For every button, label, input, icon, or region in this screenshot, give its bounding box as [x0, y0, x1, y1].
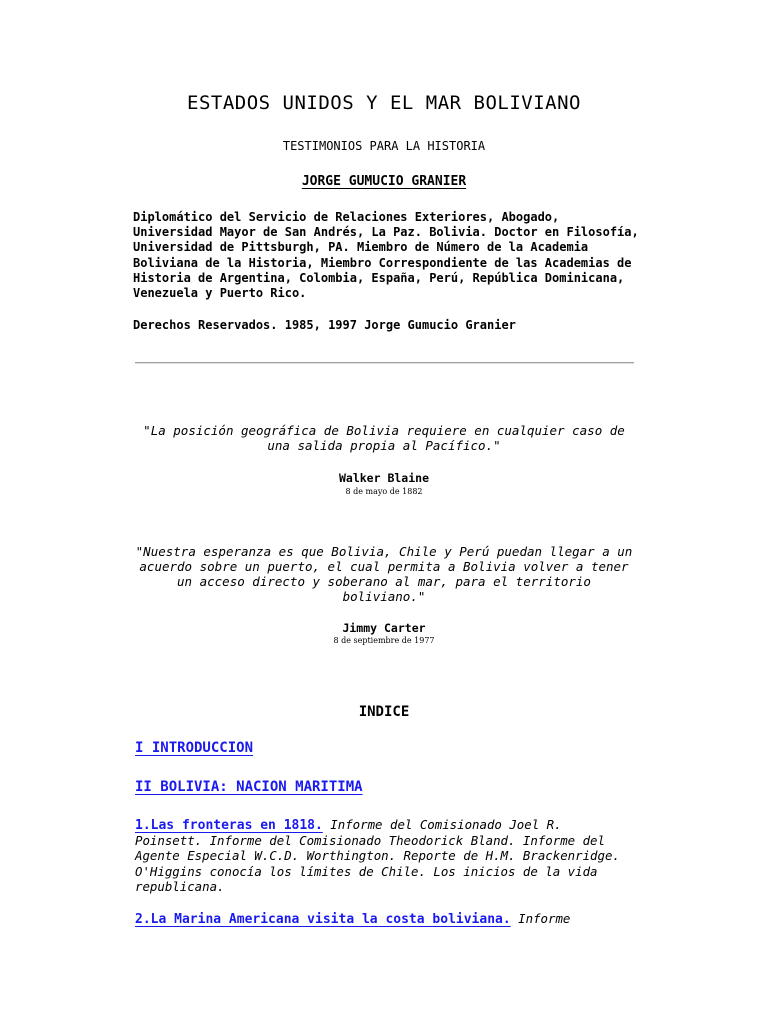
entry-link-marina[interactable]: 2.La Marina Americana visita la costa boliviana.	[135, 912, 511, 927]
quote-author-carter: Jimmy Carter	[342, 621, 426, 635]
author-name	[0, 174, 768, 189]
entry-desc-marina: Informe	[510, 911, 571, 926]
quote-date-blaine: 8 de mayo de 1882	[345, 487, 423, 496]
section-link-nacion-maritima[interactable]: II BOLIVIA: NACION MARITIMA	[135, 779, 363, 795]
quote-carter: "Nuestra esperanza es que Bolivia, Chile y Perú puedan llegar a un acuerdo sobre un puerto, el cual permita a Bolivia volver a tener un acceso directo y soberano al mar, para el territorio boliviano."	[135, 544, 633, 604]
index-entry-fronteras	[135, 817, 635, 894]
author-bio: Diplomático del Servicio de Relaciones Exteriores, Abogado, Universidad Mayor de San Andrés, La Paz. Bolivia. Doctor en Filosofía, Universidad de Pittsburgh, PA. Miembro de Número de la Academia Boliviana de la Historia, Miembro Correspondiente de las Academias de Historia de Argentina, Colombia, España, Perú, República Dominicana, Venezuela y Puerto Rico.	[133, 210, 639, 301]
quote-author-blaine: Walker Blaine	[338, 471, 429, 485]
quote-blaine: "La posición geográfica de Bolivia requiere en cualquier caso de una salida propia al Pacífico."	[143, 423, 625, 453]
index-heading: INDICE	[358, 704, 410, 720]
copyright-notice: Derechos Reservados. 1985, 1997 Jorge Gumucio Granier	[133, 318, 516, 332]
entry-desc-fronteras: Informe del Comisionado Joel R. Poinsett. Informe del Comisionado Theodorick Bland. Informe del Agente Especial W.C.D. Worthington. Reporte de H.M. Brackenridge. O'Higgins conocía los límites de Chile. Los inicios de la vida republicana.	[135, 817, 620, 894]
document-subtitle: TESTIMONIOS PARA LA HISTORIA	[282, 139, 486, 153]
author-name-text: JORGE GUMUCIO GRANIER	[301, 174, 467, 189]
horizontal-divider	[135, 362, 634, 364]
index-entry-marina	[135, 911, 635, 927]
section-link-introduccion[interactable]: I INTRODUCCION	[135, 740, 254, 756]
quote-date-carter: 8 de septiembre de 1977	[333, 636, 435, 645]
entry-link-fronteras[interactable]: 1.Las fronteras en 1818.	[135, 818, 323, 833]
document-title: ESTADOS UNIDOS Y EL MAR BOLIVIANO	[187, 92, 581, 114]
